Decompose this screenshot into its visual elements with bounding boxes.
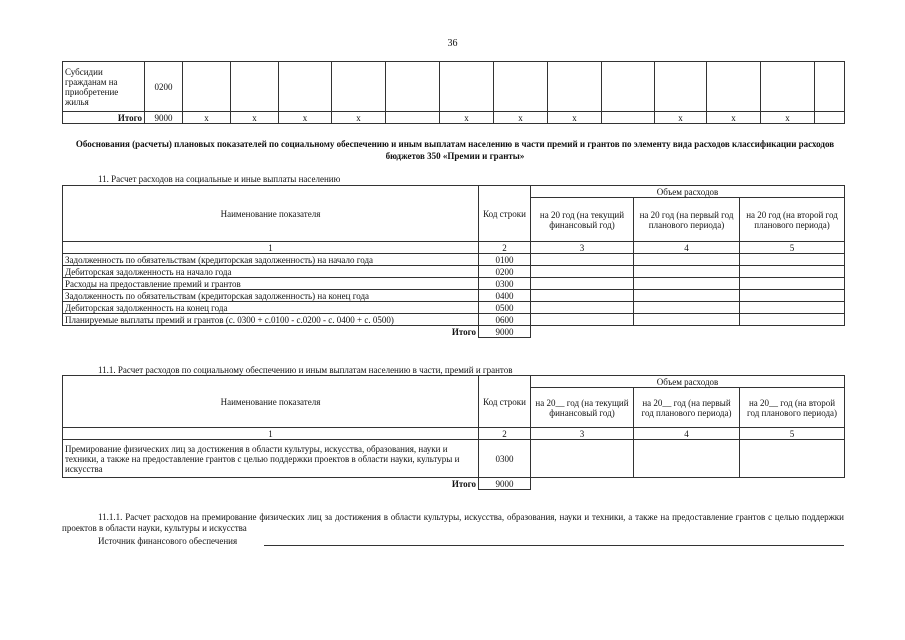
table-row: Расходы на предоставление премий и грантов 0300 xyxy=(63,278,845,290)
total-label: Итого xyxy=(451,326,476,337)
table-row: Планируемые выплаты премий и грантов (с. 0300 + с.0100 - с.0200 - с. 0400 + с. 0500) 0600 xyxy=(63,314,845,326)
funding-source-field[interactable] xyxy=(264,545,844,546)
col-header-first-plan-year: на 20__ год (на первый год планового периода) xyxy=(634,388,740,428)
col-header-code: Код строки xyxy=(479,186,531,242)
total-label: Итого xyxy=(63,478,479,490)
col-header-second-plan-year: на 20 год (на второй год планового периода) xyxy=(740,198,845,242)
col-header-name: Наименование показателя xyxy=(63,376,479,428)
column-numbers: 1 2 3 4 5 xyxy=(63,428,845,440)
total-row xyxy=(63,478,845,490)
table-row: Итого 9000 х х х х х х х х х х xyxy=(63,112,845,124)
total-code: 9000 xyxy=(145,112,183,124)
section-11-1-title: 11.1. Расчет расходов по социальному обеспечению и иным выплатам населению в части, премий и грантов xyxy=(98,365,513,375)
section-11-table xyxy=(62,185,845,338)
top-table xyxy=(62,61,845,124)
column-numbers: 1 2 3 4 5 xyxy=(63,242,845,254)
total-code: 9000 xyxy=(479,478,531,490)
col-header-volume: Объем расходов xyxy=(531,186,845,198)
table-row: Задолженность по обязательствам (кредиторская задолженность) на конец года 0400 xyxy=(63,290,845,302)
table-row: Задолженность по обязательствам (кредиторская задолженность) на начало года 0100 xyxy=(63,254,845,266)
total-label: Итого xyxy=(63,112,145,124)
table-row: Дебиторская задолженность на конец года 0500 xyxy=(63,302,845,314)
row-code: 0200 xyxy=(145,62,183,112)
section-11-1-1-text: 11.1.1. Расчет расходов на премирование физических лиц за достижения в области культуры, искусства, образования, науки и техники, а также на предоставление грантов с целью поддержки проектов в области науки, культуры и искусства xyxy=(62,512,844,533)
page-number: 36 xyxy=(447,38,458,49)
section-11-1-table xyxy=(62,375,845,490)
total-row xyxy=(63,326,845,338)
table-row: Премирование физических лиц за достижения в области культуры, искусства, образования, науки и техники, а также на предоставление грантов с целью поддержки проектов в области науки, культуры и искусства 0300 xyxy=(63,440,845,478)
table-row xyxy=(63,62,845,112)
col-header-first-plan-year: на 20 год (на первый год планового периода) xyxy=(634,198,740,242)
funding-source-label: Источник финансового обеспечения xyxy=(98,536,238,546)
col-header-current-year: на 20 год (на текущий финансовый год) xyxy=(531,198,634,242)
row-name: Субсидии гражданам на приобретение жилья xyxy=(63,62,145,112)
total-code: 9000 xyxy=(479,326,531,338)
col-header-second-plan-year: на 20__ год (на второй год планового периода) xyxy=(740,388,845,428)
col-header-volume: Объем расходов xyxy=(531,376,845,388)
col-header-current-year: на 20__ год (на текущий финансовый год) xyxy=(531,388,634,428)
section-heading: Обоснования (расчеты) плановых показателей по социальному обеспечению и иным выплатам населению в части премий и грантов по элементу вида расходов классификации расходов бюджетов 350 «Премии и гранты» xyxy=(75,139,835,161)
section-11-title: 11. Расчет расходов на социальные и иные выплаты населению xyxy=(98,174,341,184)
table-row: Дебиторская задолженность на начало года 0200 xyxy=(63,266,845,278)
col-header-code: Код строки xyxy=(479,376,531,428)
col-header-name: Наименование показателя xyxy=(63,186,479,242)
